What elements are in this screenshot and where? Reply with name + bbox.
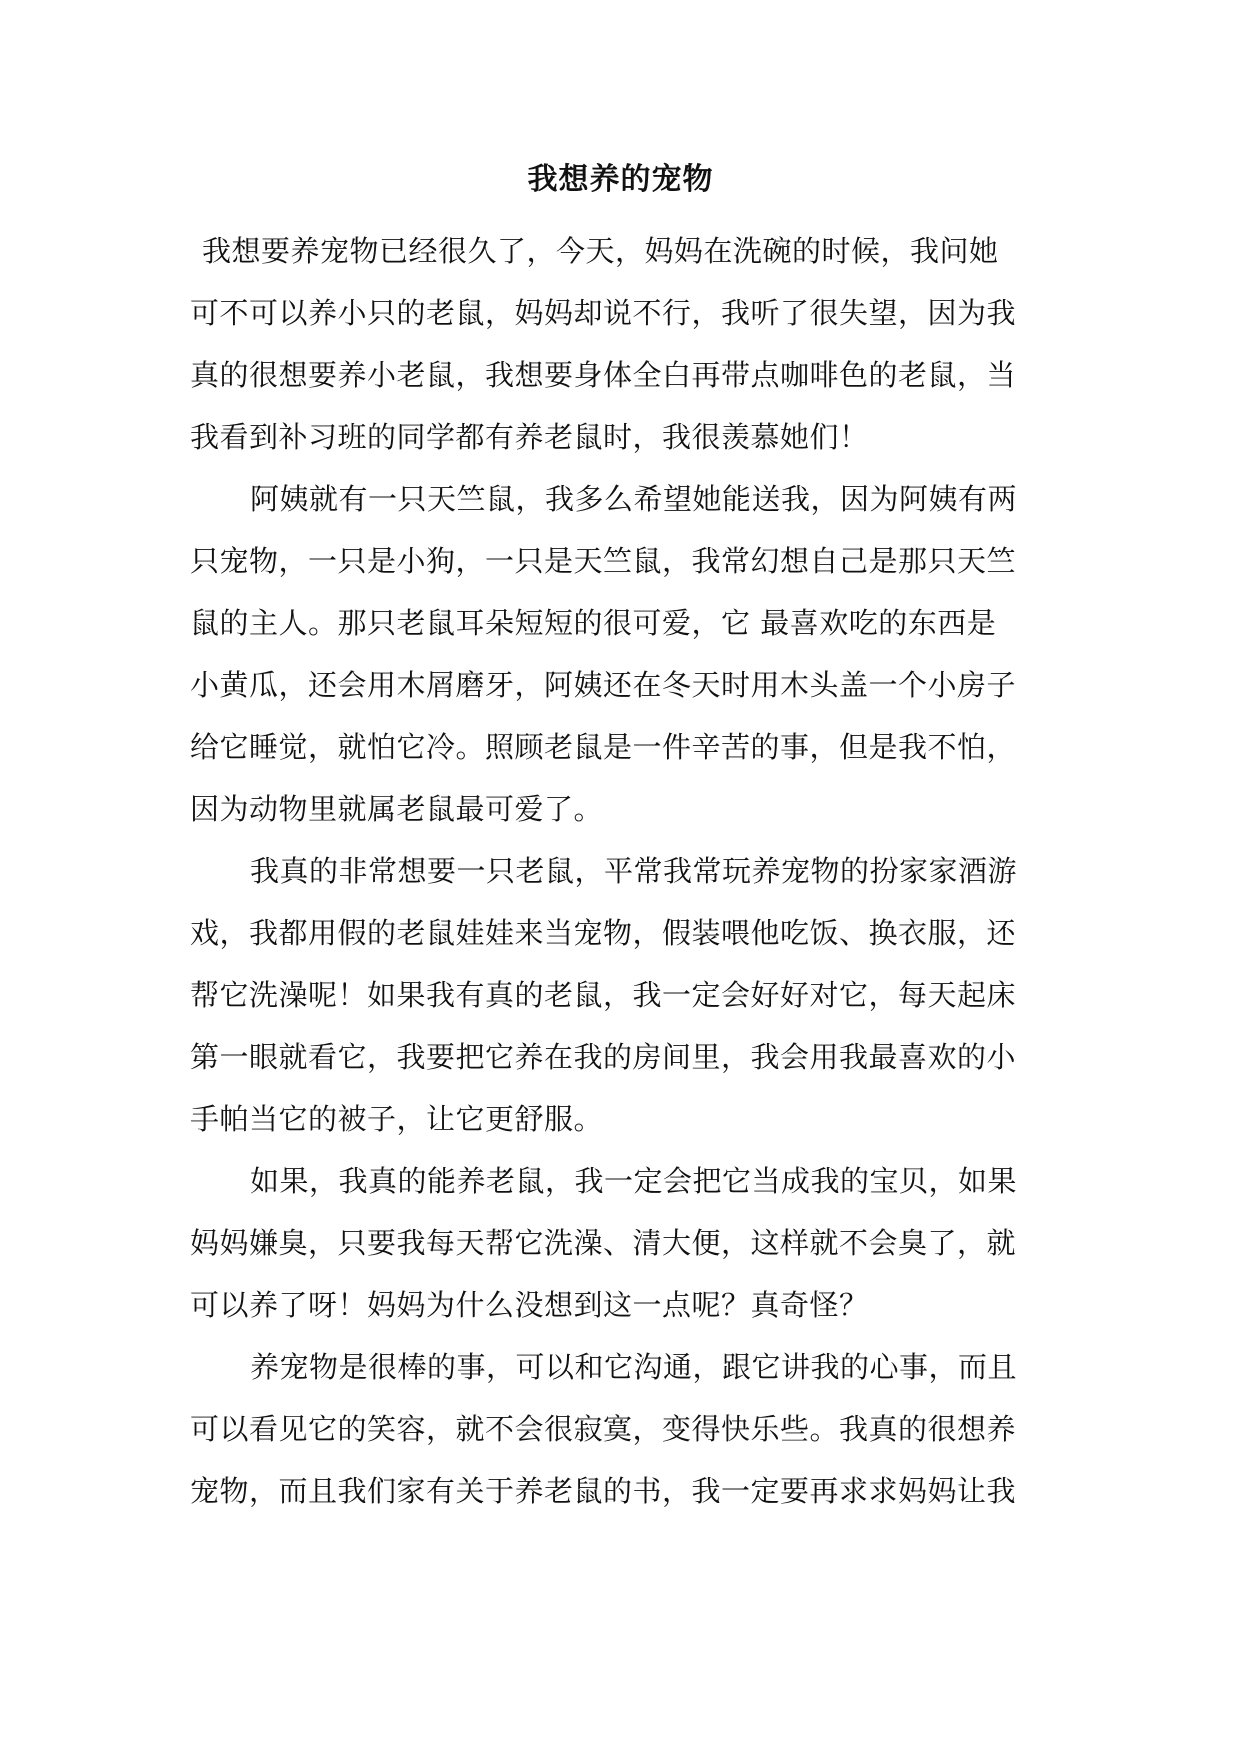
text-line: 真的很想要养小老鼠，我想要身体全白再带点咖啡色的老鼠，当 — [190, 358, 1017, 392]
text-line: 我想要养宠物已经很久了，今天，妈妈在洗碗的时候，我问她 — [202, 234, 999, 268]
text-line: 如果，我真的能养老鼠，我一定会把它当成我的宝贝，如果 — [250, 1164, 1018, 1198]
text-line: 可不可以养小只的老鼠，妈妈却说不行，我听了很失望，因为我 — [190, 296, 1017, 330]
text-line: 阿姨就有一只天竺鼠，我多么希望她能送我，因为阿姨有两 — [250, 482, 1018, 516]
text-line: 我真的非常想要一只老鼠，平常我常玩养宠物的扮家家酒游 — [250, 854, 1018, 888]
text-line: 小黄瓜，还会用木屑磨牙，阿姨还在冬天时用木头盖一个小房子 — [190, 668, 1017, 702]
text-line: 我看到补习班的同学都有养老鼠时，我很羡慕她们！ — [190, 420, 869, 454]
text-line: 鼠的主人。那只老鼠耳朵短短的很可爱，它 最喜欢吃的东西是 — [190, 606, 997, 640]
text-line: 可以看见它的笑容，就不会很寂寞，变得快乐些。我真的很想养 — [190, 1412, 1017, 1446]
document-title: 我想养的宠物 — [527, 162, 714, 197]
text-line: 给它睡觉，就怕它冷。照顾老鼠是一件辛苦的事，但是我不怕， — [190, 730, 1017, 764]
text-line: 养宠物是很棒的事，可以和它沟通，跟它讲我的心事，而且 — [250, 1350, 1018, 1384]
text-line: 帮它洗澡呢！如果我有真的老鼠，我一定会好好对它，每天起床 — [190, 978, 1017, 1012]
text-line: 只宠物，一只是小狗，一只是天竺鼠，我常幻想自己是那只天竺 — [190, 544, 1017, 578]
text-line: 手帕当它的被子，让它更舒服。 — [190, 1102, 604, 1136]
text-line: 可以养了呀！妈妈为什么没想到这一点呢？真奇怪？ — [190, 1288, 869, 1322]
text-line: 第一眼就看它，我要把它养在我的房间里，我会用我最喜欢的小 — [190, 1040, 1017, 1074]
text-line: 妈妈嫌臭，只要我每天帮它洗澡、清大便，这样就不会臭了，就 — [190, 1226, 1017, 1260]
text-line: 宠物，而且我们家有关于养老鼠的书，我一定要再求求妈妈让我 — [190, 1474, 1017, 1508]
text-line: 因为动物里就属老鼠最可爱了。 — [190, 792, 604, 826]
text-line: 戏，我都用假的老鼠娃娃来当宠物，假装喂他吃饭、换衣服，还 — [190, 916, 1017, 950]
document-body — [190, 226, 1060, 1528]
